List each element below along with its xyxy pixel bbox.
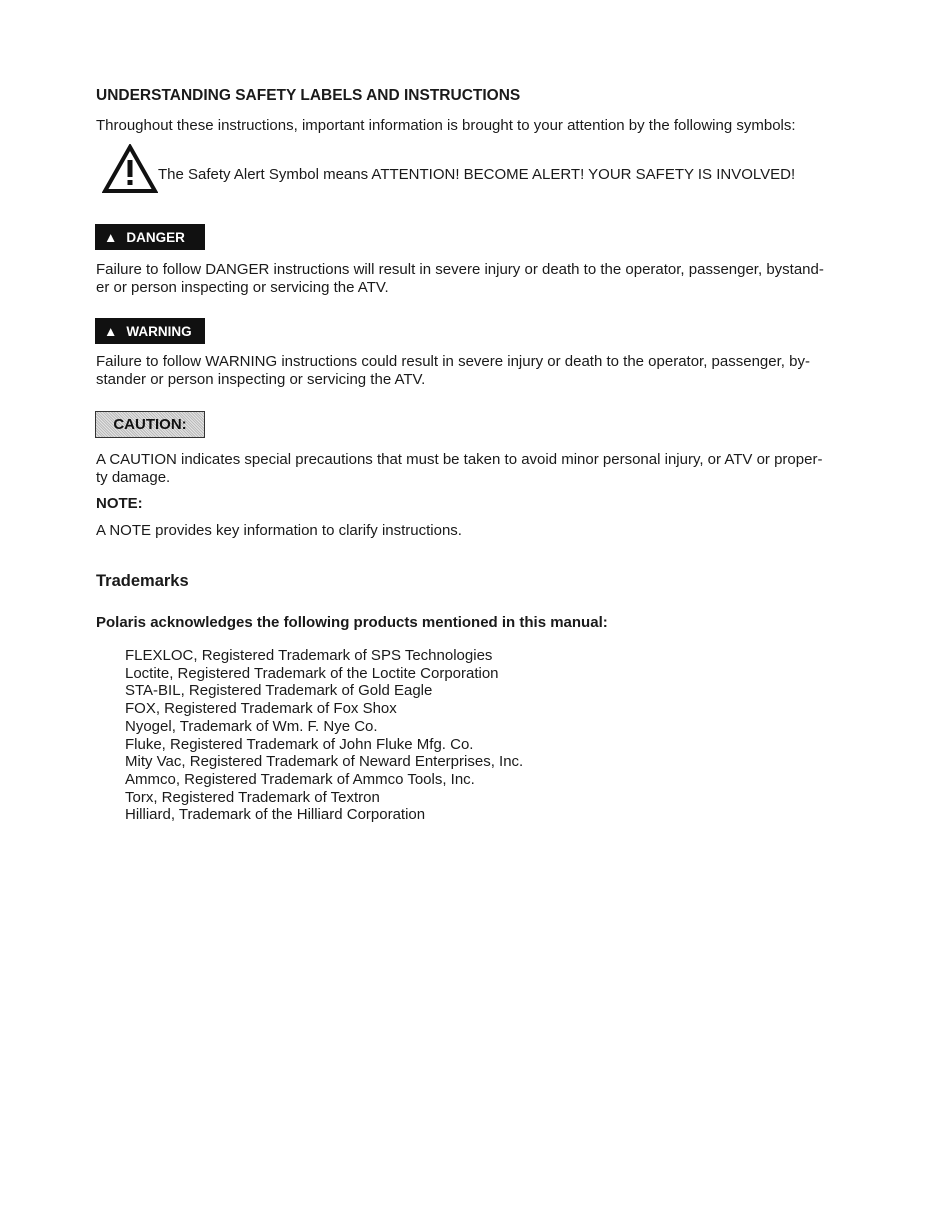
- section-heading: UNDERSTANDING SAFETY LABELS AND INSTRUCTIONS: [96, 87, 521, 104]
- warning-triangle-icon: ▲: [104, 323, 118, 339]
- list-item: STA-BIL, Registered Trademark of Gold Eagle: [125, 682, 433, 700]
- list-item: Torx, Registered Trademark of Textron: [125, 788, 380, 806]
- trademarks-title: Trademarks: [96, 572, 189, 590]
- list-item: Loctite, Registered Trademark of the Loctite Corporation: [125, 664, 499, 682]
- trademarks-subtitle: Polaris acknowledges the following products mentioned in this manual:: [96, 614, 608, 631]
- caution-description: [96, 451, 822, 487]
- text-line: Failure to follow WARNING instructions could result in severe injury or death to the operator, passenger, by-: [96, 353, 810, 370]
- text-line: A CAUTION indicates special precautions that must be taken to avoid minor personal injury, or ATV or proper-: [96, 451, 823, 468]
- warning-description: [96, 353, 810, 389]
- text-line: stander or person inspecting or servicing the ATV.: [96, 371, 426, 388]
- intro-text: Throughout these instructions, important information is brought to your attention by the following symbols:: [96, 117, 796, 134]
- list-item: Hilliard, Trademark of the Hilliard Corporation: [125, 806, 426, 824]
- list-item: Ammco, Registered Trademark of Ammco Tools, Inc.: [125, 770, 475, 788]
- caution-label: CAUTION:: [95, 411, 205, 438]
- danger-label-text: DANGER: [126, 229, 185, 245]
- text-line: ty damage.: [96, 469, 171, 486]
- text-line: Failure to follow DANGER instructions will result in severe injury or death to the operator, passenger, bystand-: [96, 261, 824, 278]
- trademark-list: [125, 647, 523, 824]
- danger-label: [95, 224, 205, 250]
- warning-label: [95, 318, 205, 344]
- note-label: NOTE:: [96, 495, 143, 512]
- safety-alert-triangle-icon: [102, 144, 158, 194]
- list-item: FLEXLOC, Registered Trademark of SPS Technologies: [125, 647, 493, 664]
- text-line: er or person inspecting or servicing the ATV.: [96, 279, 389, 296]
- list-item: Mity Vac, Registered Trademark of Neward Enterprises, Inc.: [125, 753, 524, 771]
- warning-label-text: WARNING: [126, 323, 192, 339]
- danger-description: [96, 261, 824, 297]
- list-item: Fluke, Registered Trademark of John Fluke Mfg. Co.: [125, 735, 474, 753]
- safety-alert-text: The Safety Alert Symbol means ATTENTION! BECOME ALERT! YOUR SAFETY IS INVOLVED!: [158, 166, 796, 183]
- list-item: FOX, Registered Trademark of Fox Shox: [125, 700, 397, 718]
- warning-triangle-icon: ▲: [104, 229, 118, 245]
- note-description: A NOTE provides key information to clarify instructions.: [96, 522, 462, 539]
- list-item: Nyogel, Trademark of Wm. F. Nye Co.: [125, 717, 378, 735]
